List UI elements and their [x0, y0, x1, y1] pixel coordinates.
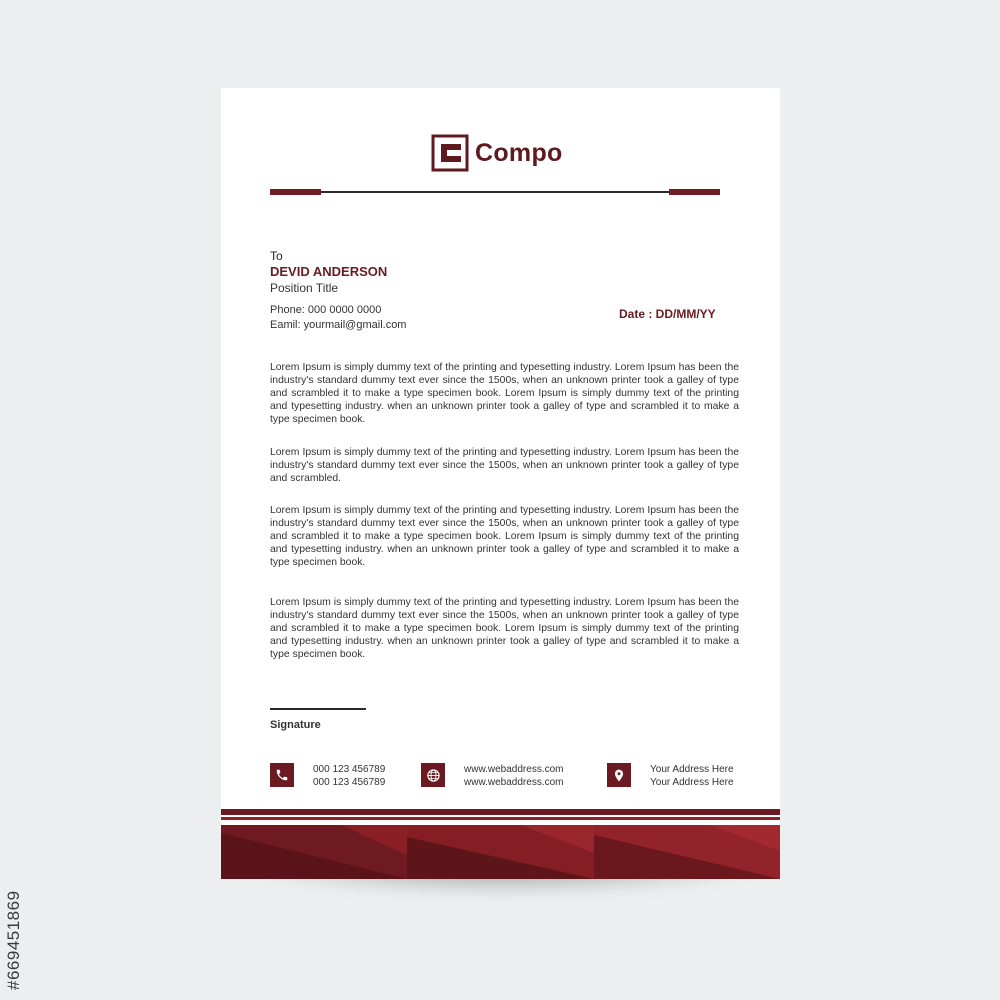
- header-divider-accent-right: [669, 189, 720, 195]
- footer-geometric-band: [221, 825, 780, 879]
- stock-id-label: #669451869: [4, 890, 23, 990]
- recipient-email: Eamil: yourmail@gmail.com: [270, 319, 407, 331]
- phone-icon: [270, 763, 294, 787]
- phone-line-2: 000 123 456789: [313, 777, 386, 788]
- body-paragraph-1: Lorem Ipsum is simply dummy text of the printing and typesetting industry. Lorem Ipsum has been the industry's standard dummy text ever since the 1500s, when an unknown printer took a galley of type and scrambled it to make a type specimen book. Lorem Ipsum is simply dummy text of the printing and typesetting industry. when an unknown printer took a galley of type and scrambled it to make a type specimen book.: [270, 362, 739, 425]
- web-line-1: www.webaddress.com: [464, 764, 564, 775]
- web-line-2: www.webaddress.com: [464, 777, 564, 788]
- address-line-1: Your Address Here: [650, 764, 734, 775]
- compo-c-logo-icon: [431, 134, 469, 172]
- to-label: To: [270, 249, 283, 263]
- company-name: Compo: [475, 138, 563, 167]
- address-lines: [650, 763, 734, 789]
- web-addresses: [464, 763, 563, 789]
- phone-line-1: 000 123 456789: [313, 764, 386, 775]
- body-paragraph-3: Lorem Ipsum is simply dummy text of the printing and typesetting industry. Lorem Ipsum has been the industry's standard dummy text ever since the 1500s, when an unknown printer took a galley of type and scrambled it to make a type specimen book. Lorem Ipsum is simply dummy text of the printing and typesetting industry. when an unknown printer took a galley of type and scrambled it to make a type specimen book.: [270, 505, 739, 568]
- location-pin-icon: [607, 763, 631, 787]
- globe-icon: [421, 763, 445, 787]
- recipient-position: Position Title: [270, 281, 339, 295]
- footer-stripe-thin: [221, 817, 780, 820]
- body-paragraph-4: Lorem Ipsum is simply dummy text of the printing and typesetting industry. Lorem Ipsum has been the industry's standard dummy text ever since the 1500s, when an unknown printer took a galley of type and scrambled it to make a type specimen book. Lorem Ipsum is simply dummy text of the printing and typesetting industry. when an unknown printer took a galley of type and scrambled it to make a type specimen book.: [270, 597, 739, 660]
- recipient-phone: Phone: 000 0000 0000: [270, 304, 382, 316]
- recipient-name: DEVID ANDERSON: [270, 264, 388, 279]
- body-paragraph-2: Lorem Ipsum is simply dummy text of the printing and typesetting industry. Lorem Ipsum has been the industry's standard dummy text ever since the 1500s, when an unknown printer took a galley of type and scrambled.: [270, 447, 739, 484]
- header-divider-accent-left: [270, 189, 321, 195]
- header-divider: [270, 191, 720, 193]
- phone-numbers: [313, 763, 385, 789]
- footer-stripe-dark: [221, 809, 780, 815]
- letter-date: Date : DD/MM/YY: [619, 307, 716, 321]
- signature-line: [270, 708, 366, 710]
- address-line-2: Your Address Here: [650, 777, 734, 788]
- letterhead-sheet: [221, 88, 780, 879]
- company-logo: [431, 134, 563, 172]
- signature-label: Signature: [270, 719, 321, 731]
